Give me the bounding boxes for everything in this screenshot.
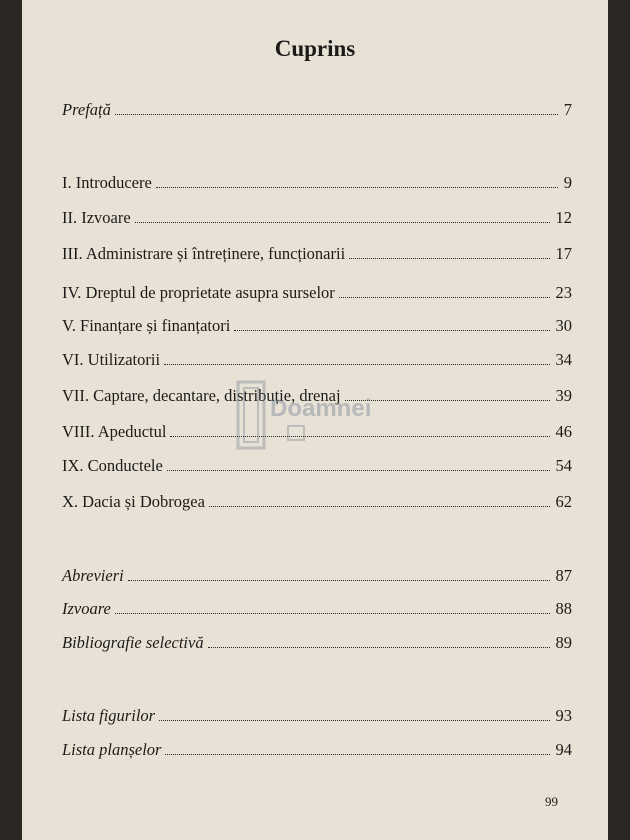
toc-entry-page: 12 [555, 208, 572, 227]
book-page [22, 0, 608, 840]
toc-entry-chapter-10 [62, 492, 572, 512]
dot-leader [208, 647, 550, 648]
toc-entry-page: 87 [555, 566, 572, 585]
toc-entry-label: V. Finanțare și finanțatori [62, 316, 231, 335]
toc-entry-chapter-3 [62, 244, 572, 264]
dot-leader [164, 364, 549, 365]
toc-entry-chapter-2 [62, 208, 572, 228]
toc-entry-label: IX. Conductele [62, 456, 163, 475]
toc-entry-label: IV. Dreptul de proprietate asupra surselor [62, 283, 335, 302]
toc-entry-lista-figurilor [62, 706, 572, 726]
dot-leader [159, 720, 549, 721]
page-number: 99 [545, 794, 558, 809]
toc-entry-label: Bibliografie selectivă [62, 633, 204, 652]
dot-leader [156, 187, 558, 188]
dot-leader [135, 222, 550, 223]
toc-entry-label: Lista planșelor [62, 740, 162, 759]
toc-entry-page: 93 [555, 706, 572, 725]
toc-entry-label: VII. Captare, decantare, distribuție, drenaj [62, 386, 341, 405]
dot-leader [165, 754, 549, 755]
page-title: Cuprins [274, 36, 356, 61]
toc-entry-page: 54 [555, 456, 572, 475]
toc-entry-abrevieri [62, 566, 572, 586]
toc-entry-page: 23 [555, 283, 572, 302]
dot-leader [339, 297, 550, 298]
toc-entry-label: VIII. Apeductul [62, 422, 167, 441]
toc-entry-page: 17 [555, 244, 572, 263]
toc-entry-page: 88 [555, 599, 572, 618]
toc-entry-label: Izvoare [62, 599, 111, 618]
toc-entry-page: 30 [555, 316, 572, 335]
toc-entry-page: 9 [563, 173, 572, 192]
toc-entry-izvoare [62, 599, 572, 619]
toc-entry-label: I. Introducere [62, 173, 152, 192]
toc-entry-page: 89 [555, 633, 572, 652]
dot-leader [167, 470, 550, 471]
toc-entry-label: II. Izvoare [62, 208, 131, 227]
toc-entry-label: Lista figurilor [62, 706, 156, 725]
toc-entry-page: 39 [555, 386, 572, 405]
dot-leader [209, 506, 550, 507]
toc-entry-label: Prefață [62, 100, 111, 119]
toc-entry-chapter-9 [62, 456, 572, 476]
toc-entry-page: 62 [555, 492, 572, 511]
toc-entry-label: VI. Utilizatorii [62, 350, 161, 369]
dot-leader [115, 613, 550, 614]
toc-entry-chapter-5 [62, 316, 572, 336]
toc-entry-chapter-6 [62, 350, 572, 370]
dot-leader [234, 330, 549, 331]
watermark-logo [236, 376, 386, 454]
dot-leader [128, 580, 550, 581]
toc-entry-page: 34 [555, 350, 572, 369]
dot-leader [349, 258, 549, 259]
toc-entry-label: X. Dacia și Dobrogea [62, 492, 205, 511]
toc-entry-prefata [62, 100, 572, 120]
toc-entry-label: III. Administrare și întreținere, funcționarii [62, 244, 346, 263]
toc-entry-chapter-1 [62, 173, 572, 193]
toc-entry-chapter-4 [62, 283, 572, 303]
toc-entry-page: 94 [555, 740, 572, 759]
dot-leader [115, 114, 558, 115]
toc-entry-bibliografie [62, 633, 572, 653]
toc-entry-lista-planselor [62, 740, 572, 760]
toc-entry-page: 46 [555, 422, 572, 441]
watermark-text: Doamnei [270, 395, 372, 422]
toc-entry-label: Abrevieri [62, 566, 124, 585]
toc-entry-page: 7 [563, 100, 572, 119]
